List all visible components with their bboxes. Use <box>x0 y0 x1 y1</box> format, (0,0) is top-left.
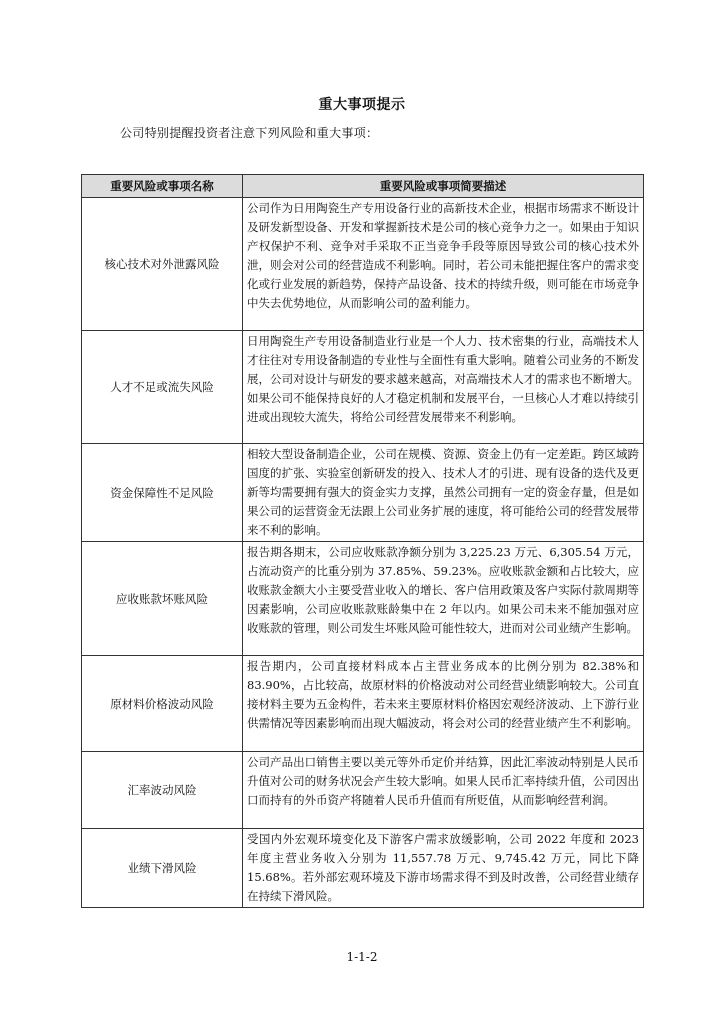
table-row <box>82 656 644 752</box>
risk-name: 人才不足或流失风险 <box>82 331 243 444</box>
risk-name: 业绩下滑风险 <box>82 829 243 908</box>
risk-table <box>81 174 644 908</box>
risk-desc: 受国内外宏观环境变化及下游客户需求放缓影响，公司 2022 年度和 2023 年度主营业务收入分别为 11,557.78 万元、9,745.42 万元，同比下降 15.68%。若外部宏观环境及下游市场需求得不到及时改善，公司经营业绩存在持续下滑风险。 <box>243 829 644 908</box>
risk-name: 核心技术对外泄露风险 <box>82 198 243 331</box>
page-number: 1-1-2 <box>346 950 378 964</box>
table-row <box>82 331 644 444</box>
intro-text: 公司特别提醒投资者注意下列风险和重大事项： <box>120 126 379 140</box>
header-risk-name: 重要风险或事项名称 <box>82 175 243 198</box>
table-row <box>82 542 644 656</box>
table-row <box>82 444 644 542</box>
table-header-row <box>82 175 644 198</box>
table-row <box>82 829 644 908</box>
risk-name: 汇率波动风险 <box>82 752 243 829</box>
risk-desc: 公司作为日用陶瓷生产专用设备行业的高新技术企业，根据市场需求不断设计及研发新型设备、开发和掌握新技术是公司的核心竞争力之一。如果由于知识产权保护不利、竞争对手采取不正当竞争手段等原因导致公司的核心技术外泄，则会对公司的经营造成不利影响。同时，若公司未能把握住客户的需求变化或行业发展的新趋势，保持产品设备、技术的持续升级，则可能在市场竞争中失去优势地位，从而影响公司的盈利能力。 <box>243 198 644 331</box>
risk-desc: 报告期内，公司直接材料成本占主营业务成本的比例分别为 82.38%和 83.90%，占比较高，故原材料的价格波动对公司经营业绩影响较大。公司直接材料主要为五金构件，若未来主要原材料价格因宏观经济波动、上下游行业供需情况等因素影响而出现大幅波动，将会对公司的经营业绩产生不利影响。 <box>243 656 644 752</box>
risk-desc: 报告期各期末，公司应收账款净额分别为 3,225.23 万元、6,305.54 万元，占流动资产的比重分别为 37.85%、59.23%。应收账款金额和占比较大，应收账款金额大小主要受营业收入的增长、客户信用政策及客户实际付款周期等因素影响，公司应收账款账龄集中在 2 年以内。如果公司未来不能加强对应收账款的管理，则公司发生坏账风险可能性较大，进而对公司业绩产生影响。 <box>243 542 644 656</box>
risk-desc: 公司产品出口销售主要以美元等外币定价并结算，因此汇率波动特别是人民币升值对公司的财务状况会产生较大影响。如果人民币汇率持续升值，公司因出口而持有的外币资产将随着人民币升值而有所贬值，从而影响经营利润。 <box>243 752 644 829</box>
risk-name: 资金保障性不足风险 <box>82 444 243 542</box>
risk-desc: 日用陶瓷生产专用设备制造业行业是一个人力、技术密集的行业，高端技术人才往往对专用设备制造的专业性与全面性有重大影响。随着公司业务的不断发展，公司对设计与研发的要求越来越高，对高端技术人才的需求也不断增大。如果公司不能保持良好的人才稳定机制和发展平台，一旦核心人才难以持续引进或出现较大流失，将给公司经营发展带来不利影响。 <box>243 331 644 444</box>
page-title: 重大事项提示 <box>318 97 406 113</box>
risk-name: 应收账款坏账风险 <box>82 542 243 656</box>
risk-name: 原材料价格波动风险 <box>82 656 243 752</box>
header-risk-desc: 重要风险或事项简要描述 <box>243 175 644 198</box>
risk-desc: 相较大型设备制造企业，公司在规模、资源、资金上仍有一定差距。跨区域跨国度的扩张、实验室创新研发的投入、技术人才的引进、现有设备的迭代及更新等均需要拥有强大的资金实力支撑，虽然公司拥有一定的资金存量，但是如果公司的运营资金无法跟上公司业务扩展的速度，将可能给公司的经营发展带来不利的影响。 <box>243 444 644 542</box>
table-row <box>82 752 644 829</box>
table-row <box>82 198 644 331</box>
